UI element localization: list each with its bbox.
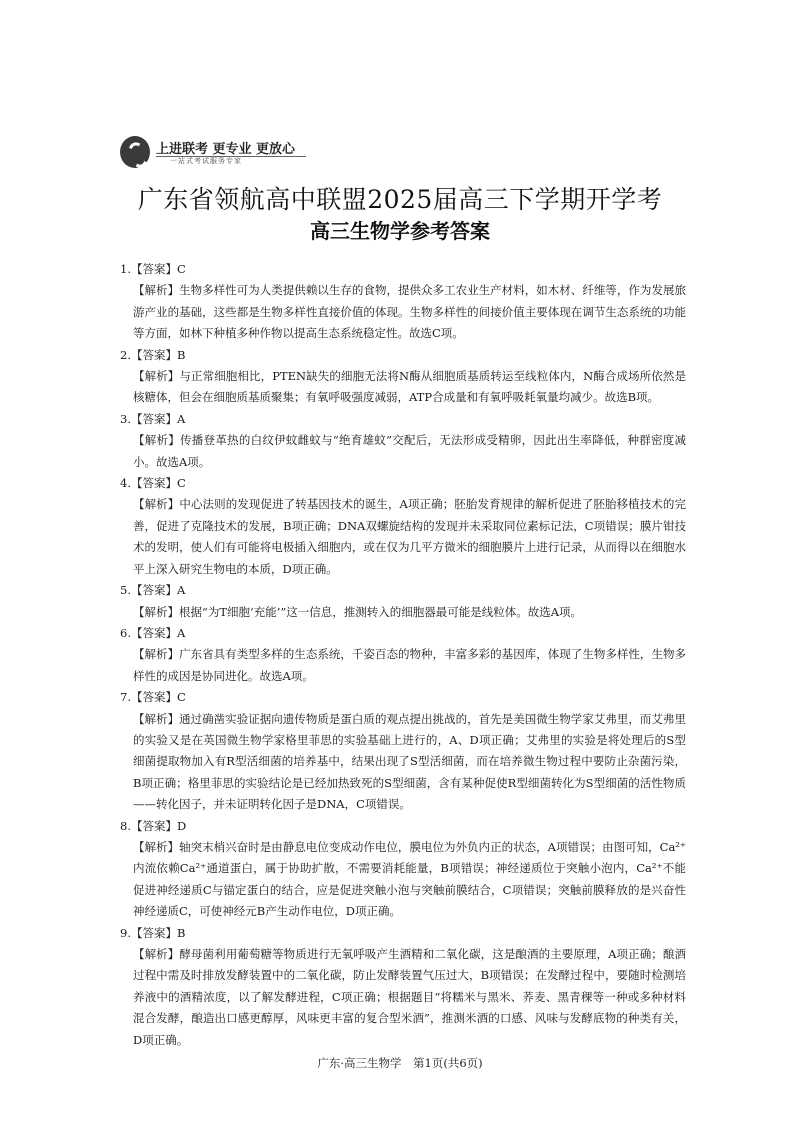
question-item — [120, 816, 686, 923]
question-number: 6. — [120, 625, 131, 640]
analysis-text: 【解析】轴突末梢兴奋时是由静息电位变成动作电位，膜电位为外负内正的状态，A项错误；由图可知，Ca²⁺内流依赖Ca²⁺通道蛋白，属于协助扩散，不需要消耗能量，B项错误；神经递质位于突触小泡内，Ca²⁺不能促进神经递质C与锚定蛋白的结合，应是促进突触小泡与突触前膜结合，C项错误；突触前膜释放的是兴奋性神经递质C，可使神经元B产生动作电位，D项正确。 — [133, 839, 686, 919]
analysis-text: 【解析】生物多样性可为人类提供赖以生存的食物，提供众多工农业生产材料，如木材、纤维等，作为发展旅游产业的基础，这些都是生物多样性直接价值的体现。生物多样性的间接价值主要体现在调节生态系统的功能等方面，如林下种植多种作物以提高生态系统稳定性。故选C项。 — [133, 283, 686, 341]
question-number: 4. — [120, 476, 131, 491]
question-number: 3. — [120, 411, 131, 426]
question-item — [120, 687, 686, 815]
question-answer-line — [120, 816, 686, 837]
answer-text: 【答案】C — [130, 476, 186, 491]
question-answer-line — [120, 580, 686, 601]
answer-text: 【答案】D — [130, 818, 187, 833]
answer-text: 【答案】A — [130, 411, 186, 426]
question-item — [120, 259, 686, 345]
answer-text: 【答案】B — [130, 925, 186, 940]
logo-swirl-icon — [120, 136, 150, 168]
page-footer: 广东·高三生物学 第1页(共6页) — [317, 1056, 483, 1070]
logo-slogan: 上进联考 更专业 更放心 — [156, 142, 296, 157]
question-answer-line — [120, 345, 686, 366]
publisher-logo — [120, 136, 320, 170]
question-item — [120, 923, 686, 1051]
analysis-text: 【解析】根据“为T细胞‘充能’”这一信息，推测转入的细胞器最可能是线粒体。故选A项。 — [133, 604, 583, 619]
question-answer-line — [120, 473, 686, 494]
question-number: 2. — [120, 347, 131, 362]
question-number: 7. — [120, 690, 131, 705]
analysis-text: 【解析】中心法则的发现促进了转基因技术的诞生，A项正确；胚胎发育规律的解析促进了胚胎移植技术的完善，促进了克隆技术的发展，B项正确；DNA双螺旋结构的发现并未采取同位素标记法，C项错误；膜片钳技术的发明，使人们有可能将电极插入细胞内，或在仅为几平方微米的细胞膜片上进行记录，从而得以在细胞水平上深入研究生物电的本质，D项正确。 — [133, 497, 686, 576]
question-item — [120, 580, 686, 623]
logo-subslogan: 一站式考试服务专家 — [170, 157, 242, 165]
question-answer-line — [120, 409, 686, 430]
analysis-text: 【解析】与正常细胞相比，PTEN缺失的细胞无法将N酶从细胞质基质转运至线粒体内，N酶合成场所依然是核糖体，但会在细胞质基质聚集；有氧呼吸强度减弱，ATP合成量和有氧呼吸耗氧量均减少。故选B项。 — [133, 369, 686, 405]
answer-text: 【答案】B — [130, 347, 186, 362]
question-item — [120, 409, 686, 473]
question-item — [120, 345, 686, 409]
analysis-text: 【解析】传播登革热的白纹伊蚊雌蚊与“绝育雄蚊”交配后，无法形成受精卵，因此出生率降低，种群密度减小。故选A项。 — [133, 433, 686, 469]
answer-text: 【答案】C — [130, 262, 186, 276]
analysis-text: 【解析】酵母菌利用葡萄糖等物质进行无氧呼吸产生酒精和二氧化碳，这是酿酒的主要原理，A项正确；酿酒过程中需及时排放发酵装置中的二氧化碳，防止发酵装置气压过大，B项错误；在发酵过程中，要随时检测培养液中的酒精浓度，以了解发酵进程，C项正确；根据题目“将糯米与黑米、荞麦、黑青稞等一种或多种材料混合发酵，酿造出口感更醇厚，风味更丰富的复合型米酒”，推测米酒的口感、风味与发酵底物的种类有关，D项正确。 — [133, 947, 686, 1047]
question-number: 5. — [120, 583, 131, 598]
answer-list — [120, 259, 686, 1051]
question-number: 8. — [120, 818, 131, 833]
question-number: 9. — [120, 925, 131, 940]
question-number: 1. — [120, 262, 131, 276]
question-answer-line — [120, 923, 686, 944]
answer-text: 【答案】A — [130, 625, 186, 640]
analysis-text: 【解析】通过确凿实验证据向遗传物质是蛋白质的观点提出挑战的，首先是美国微生物学家艾弗里，而艾弗里的实验又是在英国微生物学家格里菲思的实验基础上进行的，A、D项正确；艾弗里的实验是将处理后的S型细菌提取物加入有R型活细菌的培养基中，结果出现了S型活细菌，而在培养微生物过程中要防止杂菌污染，B项正确；格里菲思的实验结论是已经加热致死的S型细菌，含有某种促使R型细菌转化为S型细菌的活性物质——转化因子，并未证明转化因子是DNA，C项错误。 — [133, 711, 686, 812]
question-item — [120, 473, 686, 580]
question-answer-line — [120, 623, 686, 644]
question-answer-line — [120, 259, 686, 280]
document-title: 广东省领航高中联盟2025届高三下学期开学考 — [137, 185, 663, 214]
question-item — [120, 623, 686, 687]
answer-text: 【答案】C — [130, 690, 186, 705]
analysis-text: 【解析】广东省具有类型多样的生态系统，千姿百态的物种，丰富多彩的基因库，体现了生物多样性，生物多样性的成因是协同进化。故选A项。 — [133, 647, 686, 683]
answer-text: 【答案】A — [130, 583, 186, 598]
document-subtitle: 高三生物学参考答案 — [310, 219, 490, 243]
question-answer-line — [120, 687, 686, 708]
